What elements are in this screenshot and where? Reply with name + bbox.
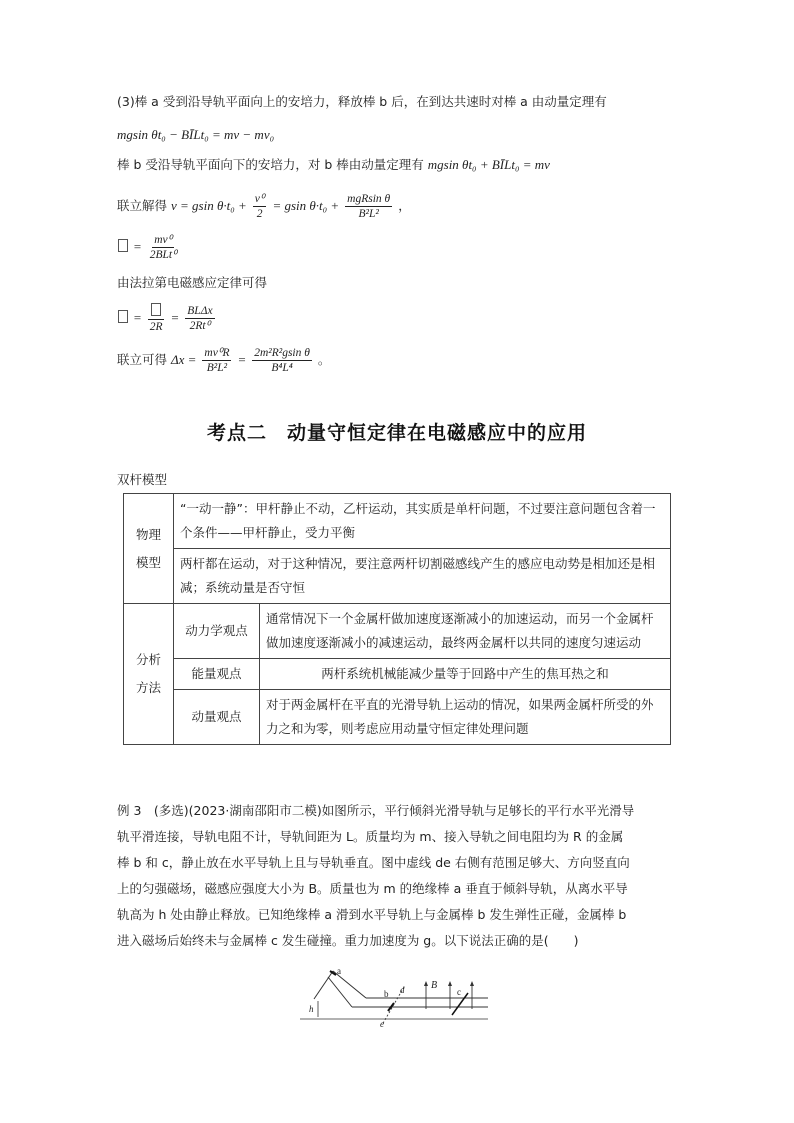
fraction-numerator — [148, 303, 164, 320]
label-d: d — [400, 985, 405, 995]
example-3 — [117, 798, 677, 954]
fraction-mv0-over-2blt0 — [148, 233, 179, 262]
fraction-denominator: 2 — [256, 208, 263, 220]
eq8-end: 。 — [317, 352, 331, 367]
solution-line-6: 由法拉第电磁感应定律可得 — [117, 275, 268, 290]
example-line-5: 轨高为 h 处由静止释放。已知绝缘棒 a 滑到水平导轨上与金属棒 b 发生弹性正碰，金属棒 b — [117, 907, 627, 922]
eq4-part-a: v = gsin θ·t₀ + — [171, 198, 247, 213]
row-header-physical-model: 物理 模型 — [124, 494, 174, 604]
fraction-numerator: 2m²R²gsin θ — [254, 347, 310, 359]
method-momentum-label: 动量观点 — [174, 690, 260, 745]
fraction-denominator: 2BLt⁰ — [149, 249, 177, 261]
placeholder-glyph-icon — [151, 303, 161, 316]
example-line-6: 进入磁场后始终未与金属棒 c 发生碰撞。重力加速度为 g。以下说法正确的是( ) — [117, 933, 579, 948]
label-c: c — [457, 987, 461, 997]
rails-figure — [300, 965, 500, 1027]
method-dynamics-text: 通常情况下一个金属杆做加速度逐渐减小的加速运动，而另一个金属杆做加速度逐渐减小的减速运动，最终两金属杆以共同的速度匀速运动 — [260, 604, 671, 659]
example-line-3: 棒 b 和 c，静止放在水平导轨上且与导轨垂直。图中虚线 de 右侧有范围足够大、方向竖直向 — [117, 855, 630, 870]
fraction-v0-over-2 — [253, 192, 267, 221]
model-static-dynamic: “一动一静”：甲杆静止不动，乙杆运动，其实质是单杆问题，不过要注意问题包含着一个条件——甲杆静止，受力平衡 — [174, 494, 671, 549]
eq7-equals: = — [132, 310, 142, 325]
solution-line-8 — [117, 346, 330, 375]
fraction-denominator: B²L² — [206, 362, 228, 374]
field-arrow-head — [470, 981, 474, 986]
incline-rail-1 — [314, 971, 333, 999]
example-line-1: 例 3 (多选)(2023·湖南邵阳市二模)如图所示，平行倾斜光滑导轨与足够长的平行水平光滑导 — [117, 803, 635, 818]
method-dynamics-label: 动力学观点 — [174, 604, 260, 659]
eq4-part-b: = gsin θ·t₀ + — [272, 198, 340, 213]
eq7-equals-2: = — [170, 310, 180, 325]
label-e: e — [380, 1019, 384, 1027]
table-row — [124, 659, 671, 690]
section-heading: 考点二 动量守恒定律在电磁感应中的应用 — [206, 422, 587, 444]
eq8-part-a: Δx = — [171, 352, 197, 367]
fraction-numerator: mv⁰ — [154, 234, 173, 246]
fraction-numerator: v⁰ — [254, 193, 265, 205]
method-energy-label: 能量观点 — [174, 659, 260, 690]
eq4-end: ， — [398, 198, 411, 213]
fraction-bldx-over-2rt0 — [185, 304, 214, 333]
eq8-equals: = — [237, 352, 247, 367]
row-header-analysis-method: 分析 方法 — [124, 604, 174, 745]
equation-1: mgsin θt₀ − BĪLt₀ = mv − mv₀ — [117, 127, 275, 142]
solution-line-5 — [117, 233, 181, 262]
label-a: a — [337, 966, 341, 976]
method-momentum-text: 对于两金属杆在平直的光滑导轨上运动的情况，如果两金属杆所受的外力之和为零，则考虑应用动量守恒定律处理问题 — [260, 690, 671, 745]
table-row — [124, 690, 671, 745]
eq5-equals: = — [132, 239, 142, 254]
table-row — [124, 549, 671, 604]
field-arrow-head — [448, 981, 452, 986]
fraction-denominator: B²L² — [358, 208, 379, 220]
incline-rail-3 — [328, 977, 352, 1007]
table-row — [124, 604, 671, 659]
solution-line-3 — [117, 157, 550, 173]
label-b: b — [384, 989, 389, 999]
line-8-prefix: 联立可得 — [117, 352, 168, 367]
field-arrow-head — [424, 981, 428, 986]
fraction-mv0r-over-b2l2 — [202, 346, 231, 375]
solution-line-1: (3)棒 a 受到沿导轨平面向上的安培力，释放棒 b 后，在到达共速时对棒 a 由动量定理有 — [117, 94, 607, 109]
fraction-mgrsin-over-b2l2 — [345, 192, 392, 221]
solution-line-3-text: 棒 b 受沿导轨平面向下的安培力，对 b 棒由动量定理有 — [117, 157, 424, 172]
method-energy-text: 两杆系统机械能减少量等于回路中产生的焦耳热之和 — [260, 659, 671, 690]
fraction-numerator: BLΔx — [187, 305, 213, 317]
section-subheading: 双杆模型 — [117, 472, 168, 487]
fraction-final — [252, 346, 312, 375]
fraction-e-over-2r — [148, 303, 165, 334]
example-line-2: 轨平滑连接，导轨电阻不计，导轨间距为 L。质量均为 m、接入导轨之间电阻均为 R 的金属 — [117, 829, 624, 844]
example-line-4: 上的匀强磁场，磁感应强度大小为 B。质量也为 m 的绝缘棒 a 垂直于倾斜导轨，从离水平导 — [117, 881, 628, 896]
label-h: h — [309, 1004, 314, 1014]
placeholder-glyph-icon — [118, 239, 128, 252]
fraction-denominator: 2Rt⁰ — [189, 320, 211, 332]
line-4-prefix: 联立解得 — [117, 198, 168, 213]
table-row — [124, 494, 671, 549]
fraction-numerator: mv⁰R — [204, 347, 230, 359]
label-B: B — [431, 980, 438, 991]
solution-line-4 — [117, 192, 411, 221]
fraction-numerator: mgRsin θ — [347, 193, 391, 205]
double-rod-model-table — [123, 493, 671, 745]
equation-3: mgsin θt₀ + BĪLt₀ = mv — [427, 157, 550, 172]
fraction-denominator: B⁴L⁴ — [271, 362, 293, 374]
fraction-denominator: 2R — [149, 321, 163, 333]
placeholder-glyph-icon — [118, 310, 128, 323]
model-both-moving: 两杆都在运动，对于这种情况，要注意两杆切割磁感线产生的感应电动势是相加还是相减；系统动量是否守恒 — [174, 549, 671, 604]
solution-line-7 — [117, 303, 217, 334]
